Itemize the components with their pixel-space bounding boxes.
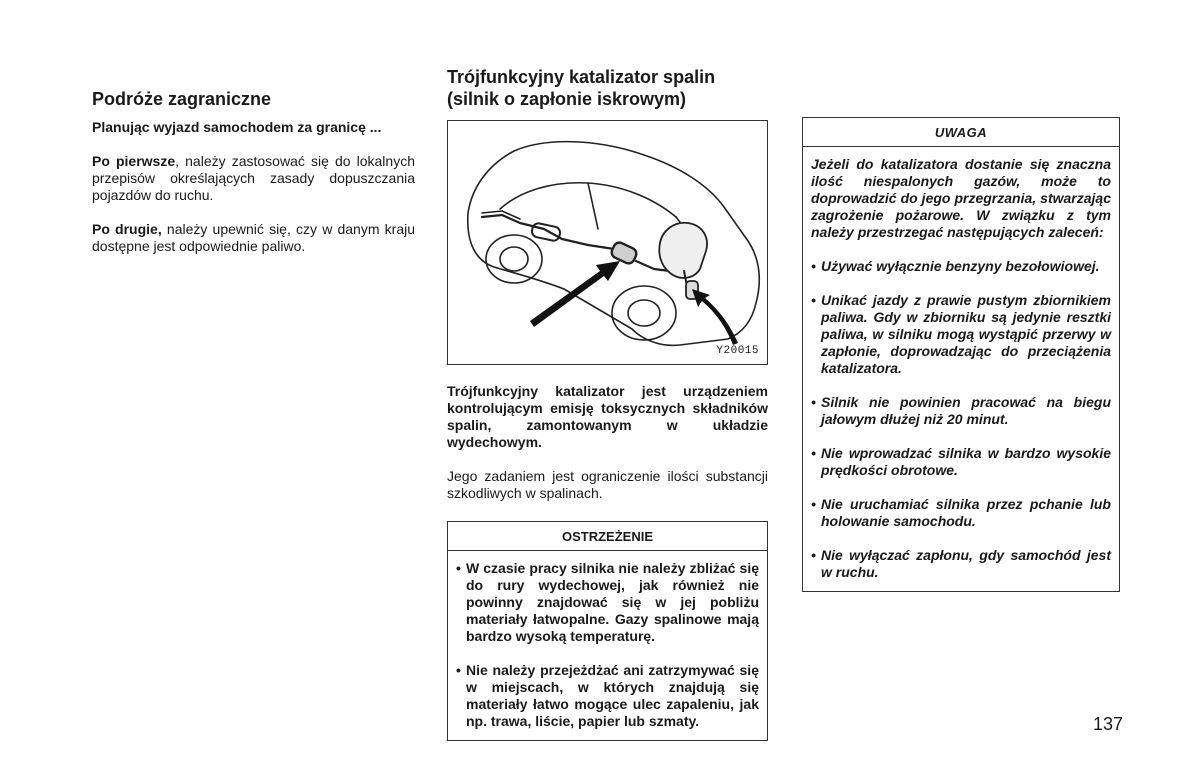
bullet-icon: • bbox=[811, 547, 816, 563]
warning-item: • Nie należy przejeżdżać ani zatrzymywać się w miejscach, w których znajdują się materiały łatwo mogące ulec zapaleniu, jak np. trawa, liście, papier lub szmaty. bbox=[456, 662, 759, 729]
caution-item: • Unikać jazdy z prawie pustym zbiornikiem paliwa. Gdy w zbiorniku są jedynie resztki paliwa, w silniku mogą wystąpić przerwy w zapłonie, doprowadzając do przeciążenia katalizatora. bbox=[811, 292, 1111, 376]
warning-box bbox=[447, 521, 768, 741]
title-line-1: Trójfunkcyjny katalizator spalin bbox=[447, 67, 716, 87]
paragraph-lead: Po drugie, bbox=[92, 221, 162, 237]
title-line-2: (silnik o zapłonie iskrowym) bbox=[447, 89, 687, 109]
intro-text: Planując wyjazd samochodem za granicę ... bbox=[92, 119, 382, 135]
paragraph-text: , należy zastosować się do lokalnych przepisów określających zasady dopuszczania pojazdów do ruchu. bbox=[92, 153, 415, 203]
paragraph-first bbox=[92, 153, 415, 204]
left-column bbox=[92, 88, 415, 255]
bullet-icon: • bbox=[811, 394, 816, 410]
caution-box bbox=[802, 117, 1120, 592]
caution-intro: Jeżeli do katalizatora dostanie się znaczna ilość niespalonych gazów, może to doprowadzić do jego przegrzania, stwarzając zagrożenie pożarowe. W związku z tym należy przestrzegać następujących zaleceń: bbox=[811, 156, 1111, 240]
bullet-icon: • bbox=[811, 292, 816, 308]
paragraph-text: należy upewnić się, czy w danym kraju dostępne jest odpowiednie paliwo. bbox=[92, 221, 415, 254]
middle-column bbox=[447, 66, 768, 741]
paragraph-second bbox=[92, 221, 415, 255]
caution-item: • Nie wprowadzać silnika w bardzo wysokie prędkości obrotowe. bbox=[811, 445, 1111, 478]
car-exhaust-catalyst-illustration bbox=[447, 120, 768, 365]
catalyst-purpose: Jego zadaniem jest ograniczenie ilości substancji szkodliwych w spalinach. bbox=[447, 468, 768, 501]
bullet-icon: • bbox=[811, 258, 816, 274]
car-illustration-icon bbox=[448, 121, 769, 366]
bullet-icon: • bbox=[456, 662, 461, 678]
figure-code: Y20015 bbox=[716, 345, 759, 357]
warning-item: • W czasie pracy silnika nie należy zbliżać się do rury wydechowej, jak również nie powinny znajdować się w jej pobliżu materiały łatwopalne. Gazy spalinowe mają bardzo wysoką temperaturę. bbox=[456, 560, 759, 644]
bullet-icon: • bbox=[811, 496, 816, 512]
warning-title: OSTRZEŻENIE bbox=[448, 522, 767, 551]
paragraph-lead: Po pierwsze bbox=[92, 153, 176, 169]
bullet-icon: • bbox=[456, 560, 461, 576]
caution-title: UWAGA bbox=[803, 118, 1119, 147]
caution-item: • Nie uruchamiać silnika przez pchanie lub holowanie samochodu. bbox=[811, 496, 1111, 529]
bullet-icon: • bbox=[811, 445, 816, 461]
section-title bbox=[447, 66, 768, 110]
catalyst-description: Trójfunkcyjny katalizator jest urządzeniem kontrolującym emisję toksycznych składników spalin, zamontowanym w układzie wydechowym. bbox=[447, 383, 768, 450]
caution-item: • Nie wyłączać zapłonu, gdy samochód jest w ruchu. bbox=[811, 547, 1111, 580]
page-number: 137 bbox=[1092, 714, 1123, 734]
right-column bbox=[802, 117, 1120, 592]
section-title: Podróże zagraniczne bbox=[92, 89, 272, 109]
caution-item: • Silnik nie powinien pracować na biegu jałowym dłużej niż 20 minut. bbox=[811, 394, 1111, 427]
caution-list bbox=[811, 258, 1111, 581]
caution-item: • Używać wyłącznie benzyny bezołowiowej. bbox=[811, 258, 1100, 274]
